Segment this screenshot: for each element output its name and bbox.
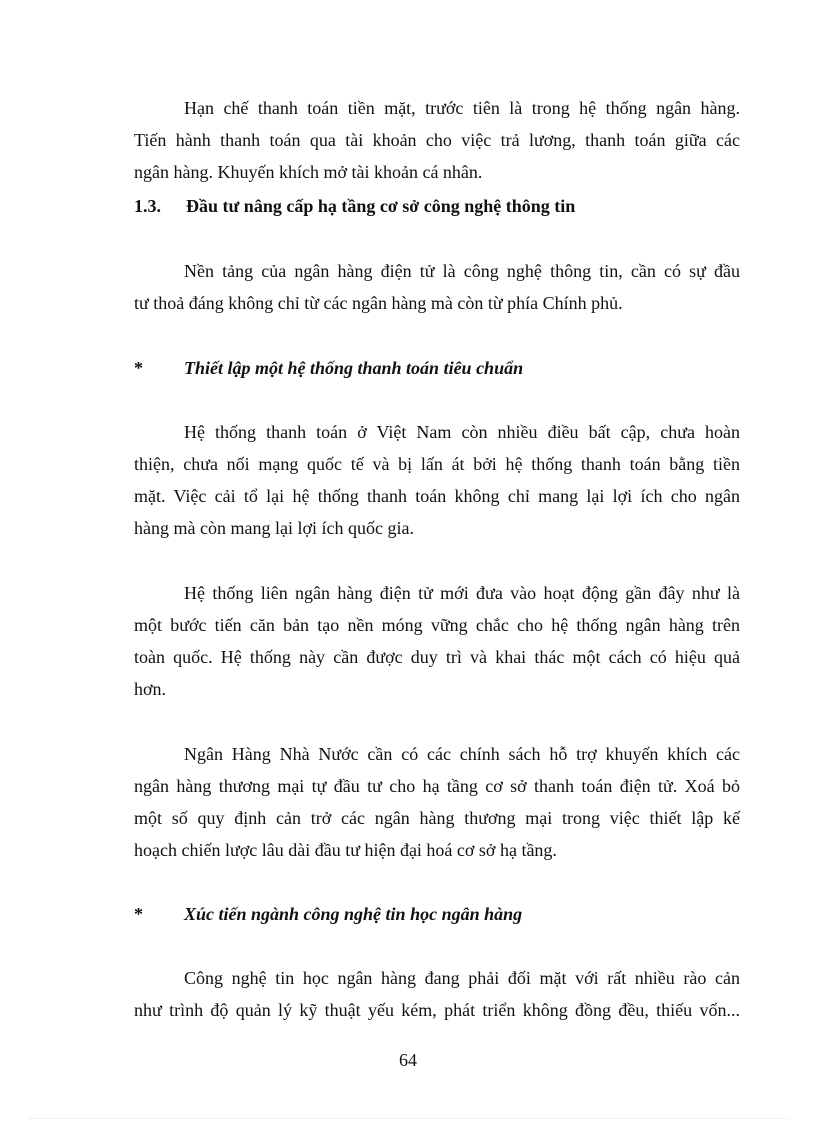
paragraph-line: thiện, chưa nối mạng quốc tế và bị lấn át bởi hệ thống thanh toán bằng tiền [134,454,740,474]
bullet-heading-banking-it [134,899,740,929]
bullet-marker: * [134,358,143,378]
bullet-title: Thiết lập một hệ thống thanh toán tiêu chuẩn [184,358,524,378]
paragraph-line: ngân hàng thương mại tự đầu tư cho hạ tầng cơ sở thanh toán điện tử. Xoá bỏ [134,776,740,796]
paragraph-line: Nền tảng của ngân hàng điện tử là công nghệ thông tin, cần có sự đầu [184,261,740,281]
paragraph-it-foundation [134,255,740,319]
bullet-marker: * [134,904,143,924]
paragraph-line: tư thoả đáng không chỉ từ các ngân hàng mà còn từ phía Chính phủ. [134,293,623,313]
section-heading [134,191,740,221]
footer-divider [28,1118,788,1119]
section-number: 1.3. [134,196,161,216]
paragraph-line: Tiến hành thanh toán qua tài khoản cho việc trả lương, thanh toán giữa các [134,130,740,150]
paragraph-line: hơn. [134,679,167,699]
paragraph-line: Ngân Hàng Nhà Nước cần có các chính sách hỗ trợ khuyến khích các [184,744,740,764]
page-number: 64 [399,1050,417,1070]
paragraph-line: ngân hàng. Khuyến khích mở tài khoản cá nhân. [134,162,483,182]
paragraph-line: Công nghệ tin học ngân hàng đang phải đối mặt với rất nhiều rào cản [184,968,740,988]
paragraph-line: một bước tiến căn bản tạo nền móng vững chắc cho hệ thống ngân hàng trên [134,615,740,635]
paragraph-line: hoạch chiến lược lâu dài đầu tư hiện đại hoá cơ sở hạ tầng. [134,840,557,860]
section-title: Đầu tư nâng cấp hạ tầng cơ sở công nghệ thông tin [186,196,576,216]
paragraph-line: một số quy định cản trở các ngân hàng thương mại trong việc thiết lập kế [134,808,740,828]
paragraph-cash-limitation [134,92,740,188]
paragraph-line: toàn quốc. Hệ thống này cần được duy trì và khai thác một cách có hiệu quả [134,647,740,667]
paragraph-line: Hạn chế thanh toán tiền mặt, trước tiên là trong hệ thống ngân hàng. [184,98,740,118]
paragraph-payment-system-vn [134,416,740,544]
paragraph-state-bank-policy [134,738,740,866]
paragraph-line: như trình độ quản lý kỹ thuật yếu kém, phát triển không đồng đều, thiếu vốn... [134,1000,740,1020]
bullet-title: Xúc tiến ngành công nghệ tin học ngân hàng [184,904,523,924]
paragraph-line: mặt. Việc cải tổ lại hệ thống thanh toán không chỉ mang lại lợi ích cho ngân [134,486,740,506]
paragraph-banking-it-challenges [134,962,740,1026]
paragraph-line: hàng mà còn mang lại lợi ích quốc gia. [134,518,414,538]
paragraph-line: Hệ thống thanh toán ở Việt Nam còn nhiều điều bất cập, chưa hoàn [184,422,740,442]
bullet-heading-payment-system [134,353,740,383]
paragraph-interbank-system [134,577,740,705]
paragraph-line: Hệ thống liên ngân hàng điện tử mới đưa vào hoạt động gần đây như là [184,583,740,603]
